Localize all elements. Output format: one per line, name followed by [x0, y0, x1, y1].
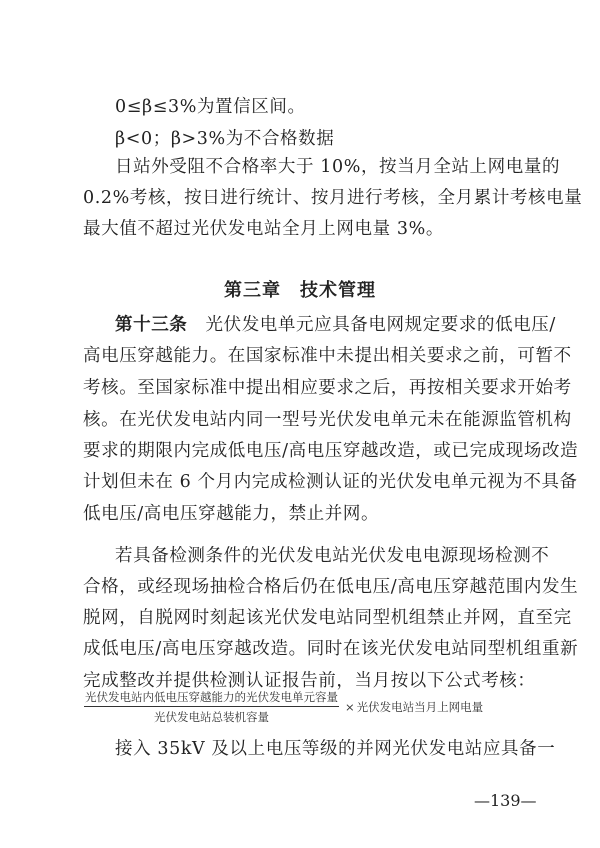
formula-fraction: [84, 689, 339, 725]
paragraph-text-line: 完成整改并提供检测认证报告前，当月按以下公式考核：: [83, 671, 536, 691]
paragraph-text-line: 成低电压/高电压穿越改造。同时在该光伏发电站同型机组重新: [83, 639, 579, 659]
article-label: 第十三条: [115, 315, 188, 335]
page-number: —139—: [474, 791, 537, 810]
article-text-line: 高电压穿越能力。在国家标准中未提出相关要求之前，可暂不: [83, 346, 572, 366]
paragraph-text-line: 接入 35kV 及以上电压等级的并网光伏发电站应具备一: [115, 739, 556, 759]
formula-numerator: 光伏发电站内低电压穿越能力的光伏发电单元容量: [84, 689, 339, 707]
paragraph-text-line: 脱网，自脱网时刻起该光伏发电站同型机组禁止并网，直至完: [83, 608, 572, 628]
article-first-line-text: 光伏发电单元应具备电网规定要求的低电压/: [187, 315, 556, 335]
chapter-heading: 第三章 技术管理: [224, 280, 376, 301]
confidence-interval-line: 0≤β≤3%为置信区间。: [115, 97, 306, 117]
body-text-line: 日站外受阻不合格率大于 10%，按当月全站上网电量的: [115, 157, 561, 177]
assessment-formula: [84, 689, 483, 725]
article-text-line: 低电压/高电压穿越能力，禁止并网。: [83, 504, 380, 524]
article-text-line: 考核。至国家标准中提出相应要求之后，再按相关要求开始考: [83, 378, 572, 398]
formula-denominator: 光伏发电站总装机容量: [154, 710, 269, 724]
article-text-line: 要求的期限内完成低电压/高电压穿越改造，或已完成现场改造: [83, 441, 579, 461]
article-text-line: 核。在光伏发电站内同一型号光伏发电单元未在能源监管机构: [83, 410, 572, 430]
invalid-data-line: β<0；β>3%为不合格数据: [115, 129, 335, 149]
paragraph-text-line: 合格，或经现场抽检合格后仍在低电压/高电压穿越范围内发生: [83, 577, 579, 597]
paragraph-text-line: 若具备检测条件的光伏发电站光伏发电电源现场检测不: [115, 546, 550, 566]
formula-multiplier: 光伏发电站当月上网电量: [356, 700, 484, 714]
body-text-line: 0.2%考核，按日进行统计、按月进行考核，全月累计考核电量: [83, 188, 583, 208]
body-text-line: 最大值不超过光伏发电站全月上网电量 3%。: [83, 219, 444, 239]
article-text-line: 计划但未在 6 个月内完成检测认证的光伏发电单元视为不具备: [83, 472, 578, 492]
article-first-line: [115, 314, 556, 336]
multiply-sign: ×: [345, 700, 355, 714]
